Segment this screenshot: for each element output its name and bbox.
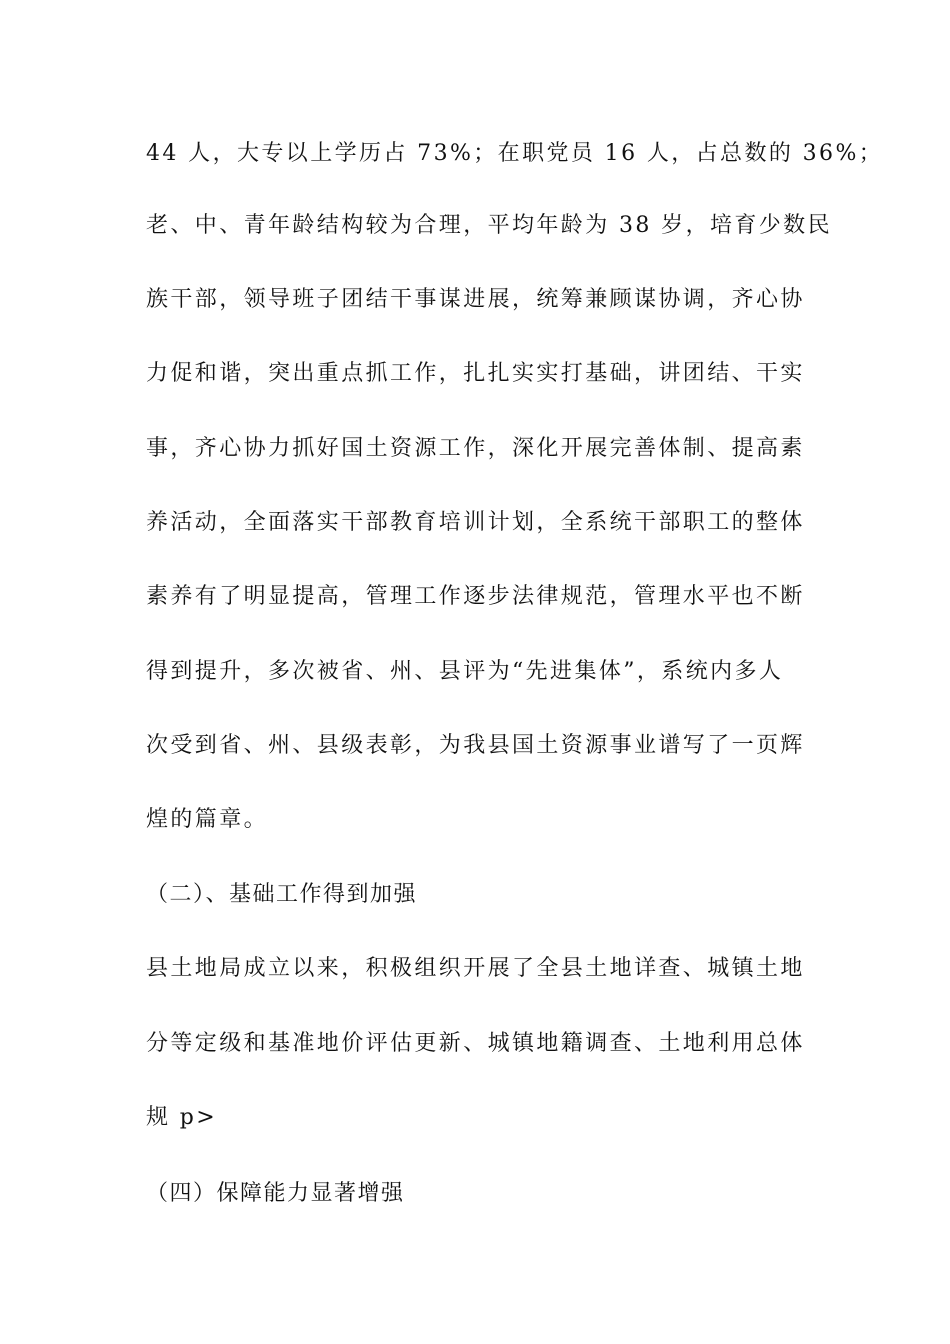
body-text-line: 44 人，大专以上学历占 73%；在职党员 16 人，占总数的 36%； (146, 141, 884, 166)
body-text-line: 分等定级和基准地价评估更新、城镇地籍调查、土地利用总体 (146, 1031, 805, 1056)
section-heading: （二）、基础工作得到加强 (146, 882, 418, 907)
body-text-line: 得到提升，多次被省、州、县评为“先进集体”，系统内多人 (146, 659, 784, 684)
body-text-line: 养活动，全面落实干部教育培训计划，全系统干部职工的整体 (146, 510, 805, 535)
body-text-line: 族干部，领导班子团结干事谋进展，统筹兼顾谋协调，齐心协 (146, 287, 805, 312)
body-text-line: 素养有了明显提高，管理工作逐步法律规范，管理水平也不断 (146, 584, 805, 609)
body-text-line: 事，齐心协力抓好国土资源工作，深化开展完善体制、提高素 (146, 436, 805, 461)
body-text-line: 老、中、青年龄结构较为合理，平均年龄为 38 岁，培育少数民 (146, 213, 832, 238)
body-text-line: 规 p> (146, 1105, 218, 1130)
body-text-line: 煌的篇章。 (146, 807, 269, 832)
section-heading: （四）保障能力显著增强 (146, 1181, 405, 1206)
body-text-line: 力促和谐，突出重点抓工作，扎扎实实打基础，讲团结、干实 (146, 361, 805, 386)
body-text-line: 县土地局成立以来，积极组织开展了全县土地详查、城镇土地 (146, 956, 805, 981)
body-text-line: 次受到省、州、县级表彰，为我县国土资源事业谱写了一页辉 (146, 733, 805, 758)
